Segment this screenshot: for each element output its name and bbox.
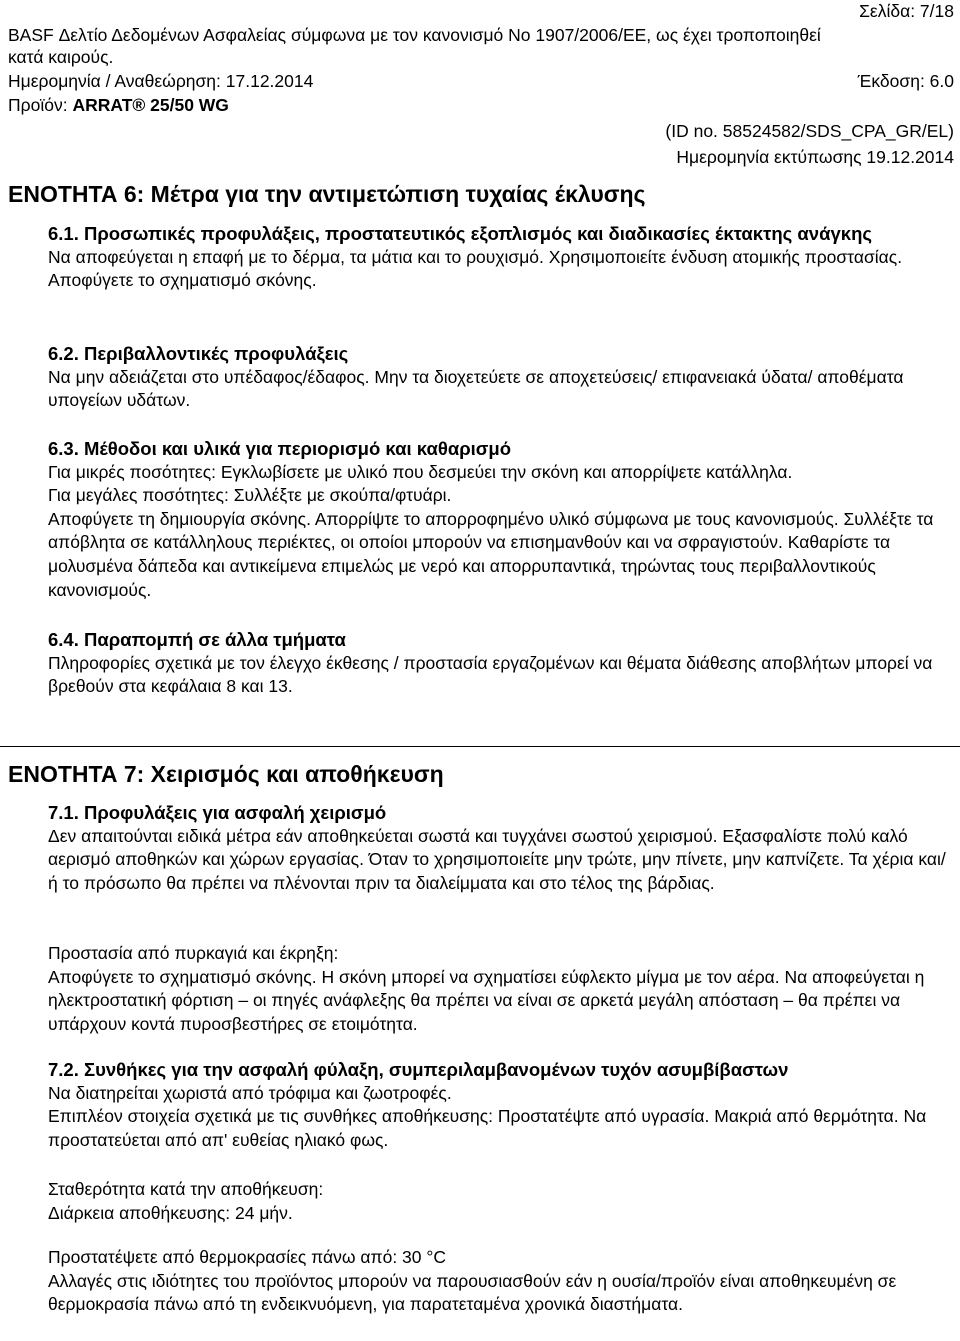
temperature-protection [48, 1246, 952, 1317]
revision-row [8, 70, 954, 92]
subsection-7-2-line-1: Να διατηρείται χωριστά από τρόφιμα και ζωοτροφές. [48, 1082, 452, 1103]
document-title-continued: κατά καιρούς. [8, 47, 114, 67]
subsection-6-3-line-1: Για μικρές ποσότητες: Εγκλωβίσετε με υλικό που δεσμεύει την σκόνη και απορρίψετε κατάλληλα. [48, 461, 793, 482]
document-id: (ID no. 58524582/SDS_CPA_GR/EL) [665, 121, 954, 141]
storage-stability-title: Σταθερότητα κατά την αποθήκευση: [48, 1179, 324, 1199]
subsection-6-1 [48, 222, 952, 293]
subsection-6-1-text: Να αποφεύγεται η επαφή με το δέρμα, τα μάτια και το ρουχισμό. Χρησιμοποιείτε ένδυση ατομικής προστασίας. Αποφύγετε το σχηματισμό σκόνης. [48, 246, 903, 291]
version: Έκδοση: 6.0 [857, 71, 954, 91]
subsection-6-3-line-3: Αποφύγετε τη δημιουργία σκόνης. Απορρίψτε το απορροφημένο υλικό σύμφωνα με τους κανονισμούς. Συλλέξτε τα απόβλητα σε κατάλληλους περιέκτες, οι οποίοι μπορούν να επισημανθούν και να σφραγιστούν. Καθαρίστε τα μολυσμένα δάπεδα και αντικείμενα επιμελώς με νερό και απορρυπαντικά, τηρώντας τους περιβαλλοντικούς κανονισμούς. [48, 508, 934, 600]
fire-protection-text: Αποφύγετε το σχηματισμό σκόνης. Η σκόνη μπορεί να σχηματίσει εύφλεκτο μίγμα με τον αέρα. Να αποφεύγεται η ηλεκτροστατική φόρτιση – οι πηγές ανάφλεξης θα πρέπει να είναι σε αρκετά μεγάλη απόσταση – θα πρέπει να υπάρχουν κοντά πυροσβεστήρες σε ετοιμότητα. [48, 966, 925, 1034]
storage-stability [48, 1178, 952, 1225]
subsection-7-2-line-2: Επιπλέον στοιχεία σχετικά με τις συνθήκες αποθήκευσης: Προστατέψτε από υγρασία. Μακριά από θερμότητα. Να προστατεύεται από απ' ευθείας ηλιακό φως. [48, 1106, 927, 1150]
page-number: Σελίδα: 7/18 [859, 1, 954, 21]
subsection-6-2-text: Να μην αδειάζεται στο υπέδαφος/έδαφος. Μην τα διοχετεύετε σε αποχετεύσεις/ επιφανειακά ύδατα/ αποθέματα υπογείων υδάτων. [48, 366, 904, 411]
subsection-6-2 [48, 342, 952, 413]
subsection-7-1-text: Δεν απαιτούνται ειδικά μέτρα εάν αποθηκεύεται σωστά και τυγχάνει σωστού χειρισμού. Εξασφαλίστε πολύ καλό αερισμό αποθηκών και χώρων εργασίας. Όταν το χρησιμοποιείτε μην τρώτε, μην πίνετε, μην καπνίζετε. Τα χέρια και/ή το πρόσωπο θα πρέπει να πλένονται πριν τα διαλείμματα και στο τέλος της βάρδιας. [48, 825, 946, 893]
subsection-6-1-title: 6.1. Προσωπικές προφυλάξεις, προστατευτικός εξοπλισμός και διαδικασίες έκτακτης ανάγκης [48, 223, 872, 244]
subsection-7-1-title: 7.1. Προφυλάξεις για ασφαλή χειρισμό [48, 802, 387, 823]
subsection-7-1 [48, 801, 952, 895]
document-title: BASF Δελτίο Δεδομένων Ασφαλείας σύμφωνα με τον κανονισμό Νο 1907/2006/ΕΕ, ως έχει τροποποιηθεί [8, 25, 821, 45]
subsection-6-4 [48, 628, 952, 699]
product-name: ARRAT® 25/50 WG [72, 95, 229, 115]
subsection-6-2-title: 6.2. Περιβαλλοντικές προφυλάξεις [48, 343, 349, 364]
subsection-6-3-line-2: Για μεγάλες ποσότητες: Συλλέξτε με σκούπα/φτυάρι. [48, 485, 452, 506]
subsection-7-2-title: 7.2. Συνθήκες για την ασφαλή φύλαξη, συμπεριλαμβανομένων τυχόν ασυμβίβαστων [48, 1059, 789, 1080]
fire-protection-title: Προστασία από πυρκαγιά και έκρηξη: [48, 943, 339, 963]
section-7-title: ΕΝΟΤΗΤΑ 7: Χειρισμός και αποθήκευση [8, 761, 444, 787]
subsection-6-3-title: 6.3. Μέθοδοι και υλικά για περιορισμό και καθαρισμό [48, 438, 512, 459]
storage-stability-text: Διάρκεια αποθήκευσης: 24 μήν. [48, 1202, 293, 1223]
product-row [8, 94, 954, 116]
print-date: Ημερομηνία εκτύπωσης 19.12.2014 [676, 147, 954, 167]
revision-date: Ημερομηνία / Αναθεώρηση: 17.12.2014 [8, 71, 314, 91]
subsection-6-4-text: Πληροφορίες σχετικά με τον έλεγχο έκθεσης / προστασία εργαζομένων και θέματα διάθεσης αποβλήτων μπορεί να βρεθούν στα κεφάλαια 8 και 13. [48, 652, 933, 697]
subsection-7-2 [48, 1058, 952, 1152]
product-label: Προϊόν: [8, 95, 68, 115]
subsection-6-3 [48, 437, 952, 602]
temperature-protection-title: Προστατέψετε από θερμοκρασίες πάνω από: 30 °C [48, 1247, 447, 1267]
section-6-title: ΕΝΟΤΗΤΑ 6: Μέτρα για την αντιμετώπιση τυχαίας έκλυσης [8, 181, 646, 207]
temperature-protection-text: Αλλαγές στις ιδιότητες του προϊόντος μπορούν να παρουσιασθούν εάν η ουσία/προϊόν είναι αποθηκευμένη σε θερμοκρασία πάνω από τη ενδεικνυόμενη, για παρατεταμένα χρονικά διαστήματα. [48, 1270, 897, 1315]
section-divider [0, 746, 960, 747]
fire-protection [48, 942, 952, 1036]
subsection-6-4-title: 6.4. Παραπομπή σε άλλα τμήματα [48, 629, 346, 650]
